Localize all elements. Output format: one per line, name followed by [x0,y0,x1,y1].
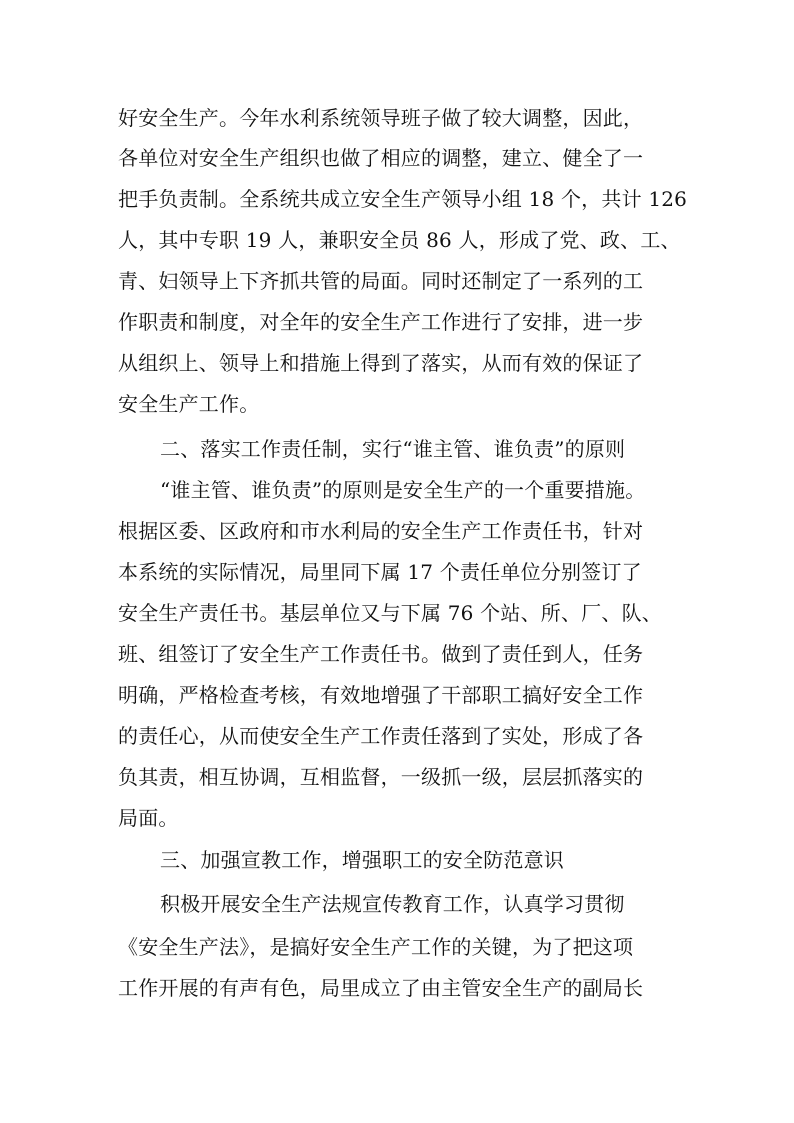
text-line: 各单位对安全生产组织也做了相应的调整，建立、健全了一 [118,146,644,170]
section-heading-3: 三、加强宣教工作，增强职工的安全防范意识 [160,848,564,872]
text-line: 明确，严格检查考核，有效地增强了干部职工搞好安全工作 [118,683,644,707]
text-line: “谁主管、谁负责”的原则是安全生产的一个重要措施。 [160,478,646,502]
text-line: 工作开展的有声有色，局里成立了由主管安全生产的副局长 [118,976,644,1000]
text-line: 安全生产责任书。基层单位又与下属 76 个站、所、厂、队、 [118,601,662,625]
text-line: 班、组签订了安全生产工作责任书。做到了责任到人，任务 [118,642,644,666]
text-line: 《安全生产法》，是搞好安全生产工作的关键，为了把这项 [118,935,634,959]
text-line: 的责任心，从而使安全生产工作责任落到了实处，形成了各 [118,724,644,748]
text-line: 好安全生产。今年水利系统领导班子做了较大调整，因此， [118,106,644,130]
text-line: 作职责和制度，对全年的安全生产工作进行了安排，进一步 [118,310,644,334]
text-line: 青、妇领导上下齐抓共管的局面。同时还制定了一系列的工 [118,269,644,293]
text-line: 积极开展安全生产法规宣传教育工作，认真学习贯彻 [160,892,625,916]
text-line: 根据区委、区政府和市水利局的安全生产工作责任书，针对 [118,519,644,543]
section-heading-2: 二、落实工作责任制，实行“谁主管、谁负责”的原则 [160,437,626,461]
text-line: 人，其中专职 19 人，兼职安全员 86 人，形成了党、政、工、 [118,228,681,252]
text-line: 本系统的实际情况，局里同下属 17 个责任单位分别签订了 [118,560,642,584]
text-line: 负其责，相互协调，互相监督，一级抓一级，层层抓落实的 [118,765,644,789]
text-line: 把手负责制。全系统共成立安全生产领导小组 18 个，共计 126 [118,187,688,211]
text-line: 从组织上、领导上和措施上得到了落实，从而有效的保证了 [118,351,644,375]
text-line: 局面。 [118,806,179,830]
text-line: 安全生产工作。 [118,392,260,416]
